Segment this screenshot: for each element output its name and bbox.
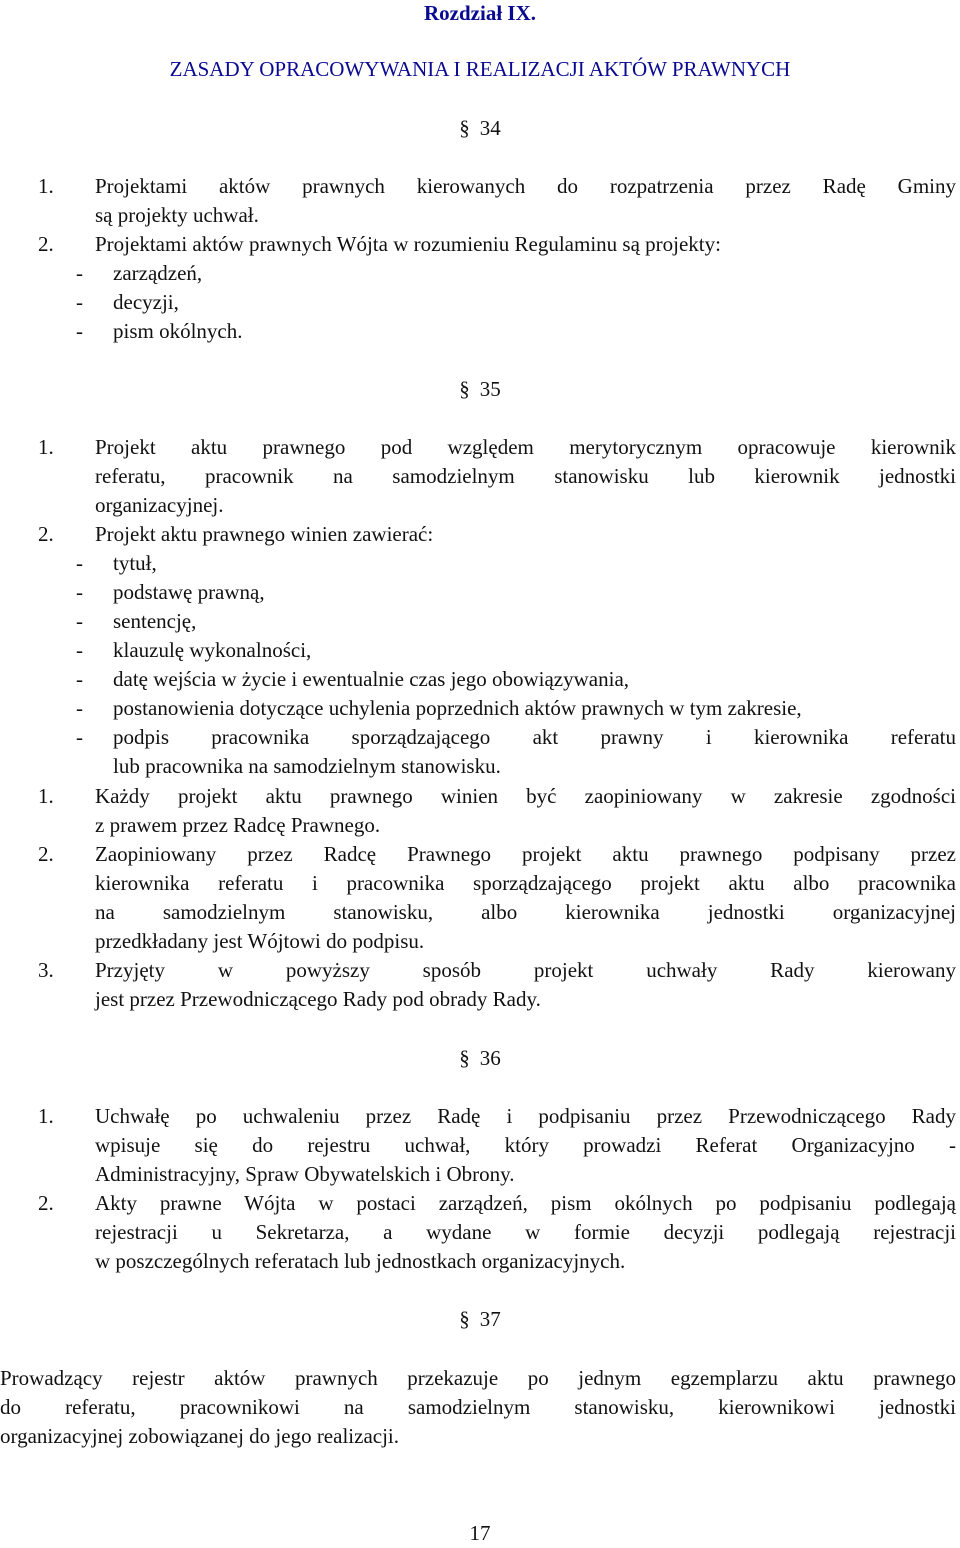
text-line: Prowadzący rejestr aktów prawnych przekazuje po jednym egzemplarzu aktu prawnego xyxy=(0,1366,956,1390)
text-line: są projekty uchwał. xyxy=(95,203,259,227)
chapter-title: ZASADY OPRACOWYWANIA I REALIZACJI AKTÓW PRAWNYCH xyxy=(169,57,791,81)
item-number: 3. xyxy=(38,958,54,982)
dash: - xyxy=(76,580,83,604)
text-line: przedkładany jest Wójtowi do podpisu. xyxy=(95,929,425,953)
page-number: 17 xyxy=(469,1521,491,1545)
dash: - xyxy=(76,667,83,691)
item-number: 1. xyxy=(38,784,54,808)
text-line: Zaopiniowany przez Radcę Prawnego projekt aktu prawnego podpisany przez xyxy=(95,842,956,866)
text-line: Projektami aktów prawnych Wójta w rozumieniu Regulaminu są projekty: xyxy=(95,232,721,256)
section-number: 34 xyxy=(479,116,501,140)
text-line: Każdy projekt aktu prawnego winien być zaopiniowany w zakresie zgodności xyxy=(95,784,956,808)
text-line: do referatu, pracownikowi na samodzielnym stanowisku, kierownikowi jednostki xyxy=(0,1395,956,1419)
text-line: rejestracji u Sekretarza, a wydane w formie decyzji podlegają rejestracji xyxy=(95,1220,956,1244)
text-line: Projekt aktu prawnego winien zawierać: xyxy=(95,522,434,546)
section-number: 35 xyxy=(479,377,501,401)
list-item: decyzji, xyxy=(113,290,179,314)
section-34-heading xyxy=(0,114,960,143)
chapter-heading: Rozdział IX. xyxy=(424,1,536,25)
text-line: Uchwałę po uchwaleniu przez Radę i podpisaniu przez Przewodniczącego Rady xyxy=(95,1104,956,1128)
section-number: 36 xyxy=(479,1046,501,1070)
text-line: Projektami aktów prawnych kierowanych do rozpatrzenia przez Radę Gminy xyxy=(95,174,956,198)
text-line: Projekt aktu prawnego pod względem merytorycznym opracowuje kierownik xyxy=(95,435,956,459)
dash: - xyxy=(76,609,83,633)
dash: - xyxy=(76,638,83,662)
section-sign: § xyxy=(459,377,470,401)
list-item: tytuł, xyxy=(113,551,157,575)
text-line: w poszczególnych referatach lub jednostkach organizacyjnych. xyxy=(95,1249,626,1273)
list-item: klauzulę wykonalności, xyxy=(113,638,312,662)
dash: - xyxy=(76,261,83,285)
text-line: podpis pracownika sporządzającego akt prawny i kierownika referatu xyxy=(113,725,956,749)
dash: - xyxy=(76,696,83,720)
dash: - xyxy=(76,725,83,749)
text-line: na samodzielnym stanowisku, albo kierownika jednostki organizacyjnej xyxy=(95,900,956,924)
section-sign: § xyxy=(459,1307,470,1331)
item-number: 2. xyxy=(38,1191,54,1215)
list-item: podstawę prawną, xyxy=(113,580,265,604)
text-line: organizacyjnej. xyxy=(95,493,224,517)
list-item: datę wejścia w życie i ewentualnie czas jego obowiązywania, xyxy=(113,667,630,691)
item-number: 2. xyxy=(38,232,54,256)
dash: - xyxy=(76,290,83,314)
item-number: 1. xyxy=(38,435,54,459)
text-line: z prawem przez Radcę Prawnego. xyxy=(95,813,381,837)
list-item: sentencję, xyxy=(113,609,197,633)
dash: - xyxy=(76,551,83,575)
dash: - xyxy=(76,319,83,343)
section-35-heading xyxy=(0,375,960,404)
s37-paragraph xyxy=(0,1364,956,1451)
text-line: referatu, pracownik na samodzielnym stanowisku lub kierownik jednostki xyxy=(95,464,956,488)
item-number: 1. xyxy=(38,1104,54,1128)
list-item: pism okólnych. xyxy=(113,319,243,343)
list-item: postanowienia dotyczące uchylenia poprzednich aktów prawnych w tym zakresie, xyxy=(113,696,802,720)
text-line: lub pracownika na samodzielnym stanowisku. xyxy=(113,754,501,778)
text-line: jest przez Przewodniczącego Rady pod obrady Rady. xyxy=(95,987,541,1011)
section-sign: § xyxy=(459,1046,470,1070)
text-line: Administracyjny, Spraw Obywatelskich i Obrony. xyxy=(95,1162,515,1186)
text-line: wpisuje się do rejestru uchwał, który prowadzi Referat Organizacyjno - xyxy=(95,1133,956,1157)
list-item xyxy=(113,723,956,781)
section-37-heading xyxy=(0,1305,960,1334)
section-sign: § xyxy=(459,116,470,140)
item-number: 1. xyxy=(38,174,54,198)
item-number: 2. xyxy=(38,842,54,866)
text-line: kierownika referatu i pracownika sporządzającego projekt aktu albo pracownika xyxy=(95,871,956,895)
section-number: 37 xyxy=(479,1307,501,1331)
section-36-heading xyxy=(0,1044,960,1073)
text-line: organizacyjnej zobowiązanej do jego realizacji. xyxy=(0,1424,399,1448)
text-line: Przyjęty w powyższy sposób projekt uchwały Rady kierowany xyxy=(95,958,956,982)
list-item: zarządzeń, xyxy=(113,261,203,285)
text-line: Akty prawne Wójta w postaci zarządzeń, pism okólnych po podpisaniu podlegają xyxy=(95,1191,956,1215)
item-number: 2. xyxy=(38,522,54,546)
